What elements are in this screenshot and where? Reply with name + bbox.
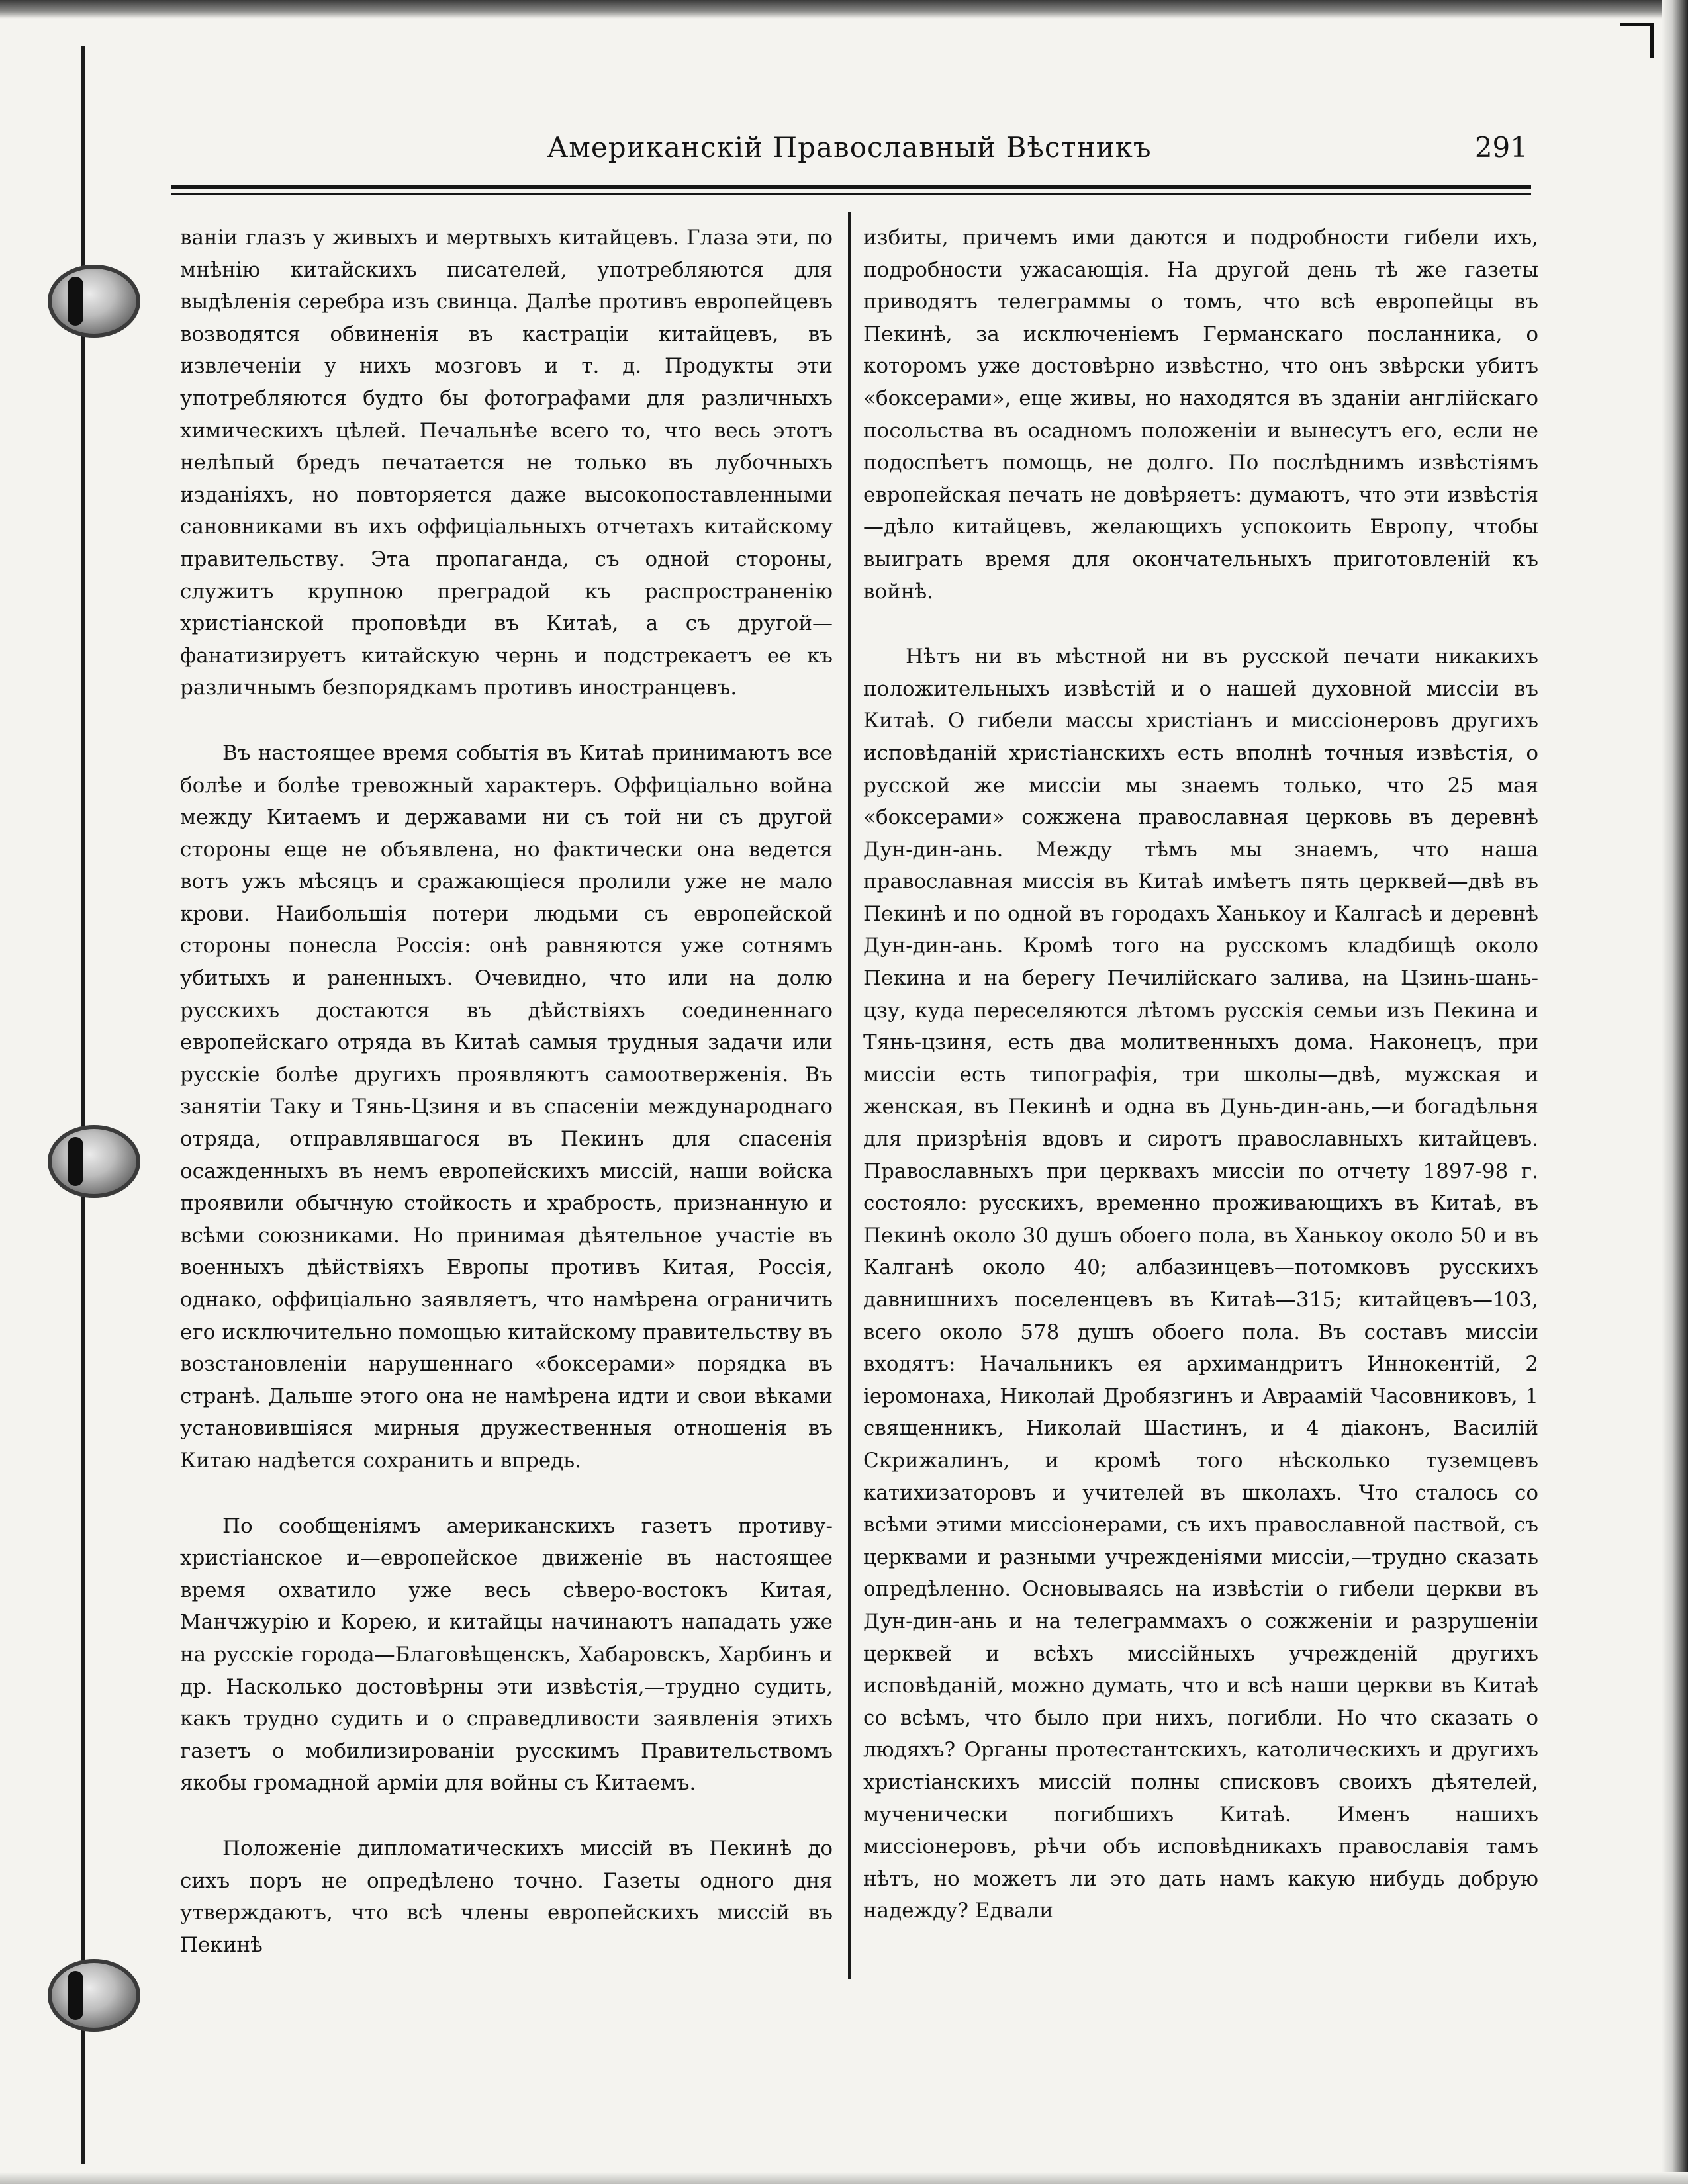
right-paragraph-1: избиты, причемъ ими даются и подробности гибели ихъ, подробности ужасающія. На другой день тѣ же газеты приводятъ телеграммы о томъ, что всѣ европейцы въ Пекинѣ, за исключеніемъ Германскаго посланника, о которомъ уже достовѣрно извѣстно, что онъ звѣрски убитъ «боксерами», еще живы, но находятся въ зданіи англійскаго посольства въ осадномъ положеніи и вынесутъ его, если не подоспѣетъ помощь, не долго. По послѣднимъ извѣстіямъ европейская печать не довѣряетъ: думаютъ, что эти извѣстія—дѣло китайцевъ, желающихъ успокоить Европу, чтобы выиграть время для окончательныхъ приготовленій къ войнѣ. [863, 226, 1538, 604]
scan-bottom-edge [0, 2172, 1688, 2184]
left-paragraph-4: Положеніе дипломатическихъ миссій въ Пекинѣ до сихъ поръ не опредѣлено точно. Газеты одного дня утверждаютъ, что всѣ члены европейскихъ миссій въ Пекинѣ [180, 1836, 833, 1957]
page-corner-mark [1620, 23, 1654, 58]
left-paragraph-1: ваніи глазъ у живыхъ и мертвыхъ китайцевъ. Глаза эти, по мнѣнію китайскихъ писателей, употребляются для выдѣленія серебра изъ свинца. Далѣе противъ европейцевъ возводятся обвиненія въ кастраціи китайцевъ, въ извлеченіи у нихъ мозговъ и т. д. Продукты эти употребляются будто бы фотографами для различныхъ химическихъ цѣлей. Печальнѣе всего то, что весь этотъ нелѣпый бредъ печатается не только въ лубочныхъ изданіяхъ, но повторяется даже высокопоставленными сановниками въ ихъ оффиціальныхъ отчетахъ китайскому правительству. Эта пропаганда, съ одной стороны, служитъ крупною преградой къ распространенію христіанской проповѣди въ Китаѣ, а съ другой—фанатизируетъ китайскую чернь и подстрекаетъ ее къ различнымъ безпорядкамъ противъ иностранцевъ. [180, 226, 833, 700]
running-title: Американскій Православный Вѣстникъ [547, 131, 1152, 163]
page-number: 291 [1474, 131, 1528, 163]
left-paragraph-3: По сообщеніямъ американскихъ газетъ противу-христіанское и—европейское движеніе въ настоящее время охватило уже весь сѣверо-востокъ Китая, Манчжурію и Корею, и китайцы начинаютъ нападать уже на русскіе города—Благовѣщенскъ, Хабаровскъ, Харбинъ и др. Насколько достовѣрны эти извѣстія,—трудно судить, какъ трудно судить и о справедливости заявленія этихъ газетъ о мобилизированіи русскимъ Правительствомъ якобы громадной арміи для войны съ Китаемъ. [180, 1514, 833, 1796]
binder-ring-bottom [48, 1959, 140, 2032]
right-column [863, 222, 1538, 1927]
left-paragraph-2: Въ настоящее время событія въ Китаѣ принимаютъ все болѣе и болѣе тревожный характеръ. Оффиціально война между Китаемъ и державами ни съ той ни съ другой стороны еще не объявлена, но фактически она ведется вотъ ужъ мѣсяцъ и сражающіеся пролили уже не мало крови. Наибольшія потери людьми съ европейской стороны понесла Россія: онѣ равняются уже сотнямъ убитыхъ и раненныхъ. Очевидно, что или на долю русскихъ достаются въ дѣйствіяхъ соединеннаго европейскаго отряда въ Китаѣ самыя трудныя задачи или русскіе болѣе другихъ проявляютъ самоотверженія. Въ занятіи Таку и Тянь-Цзиня и въ спасеніи международнаго отряда, отправлявшагося въ Пекинъ для спасенія осажденныхъ въ немъ европейскихъ миссій, наши войска проявили обычную стойкость и храбрость, признанную и всѣми союзниками. Но принимая дѣятельное участіе въ военныхъ дѣйствіяхъ Европы противъ Китая, Россія, однако, оффиціально заявляетъ, что намѣрена ограничить его исключительно помощью китайскому правительству въ возстановленіи нарушеннаго «боксерами» порядка въ странѣ. Дальше этого она не намѣрена идти и свои вѣками установившіяся мирныя дружественныя отношенія въ Китаю надѣется сохранить и впредь. [180, 741, 833, 1473]
header-rule-thick [171, 185, 1531, 189]
page-header [171, 131, 1528, 171]
scan-right-edge [1662, 0, 1688, 2184]
left-column [180, 222, 833, 1961]
scan-top-edge [0, 0, 1688, 19]
binder-ring-top [48, 265, 140, 338]
header-rule-thin [171, 193, 1531, 195]
binder-ring-middle [48, 1125, 140, 1198]
binder-margin-line [81, 46, 85, 2164]
right-paragraph-2: Нѣтъ ни въ мѣстной ни въ русской печати никакихъ положительныхъ извѣстій и о нашей духовной миссіи въ Китаѣ. О гибели массы христіанъ и миссіонеровъ другихъ исповѣданій христіанскихъ есть вполнѣ точныя извѣстія, о русской же миссіи мы знаемъ только, что 25 мая «боксерами» сожжена православная церковь въ деревнѣ Дун-дин-ань. Между тѣмъ мы знаемъ, что наша православная миссія въ Китаѣ имѣетъ пять церквей—двѣ въ Пекинѣ и по одной въ городахъ Ханькоу и Калгасѣ и деревнѣ Дун-дин-ань. Кромѣ того на русскомъ кладбищѣ около Пекина и на берегу Печилійскаго залива, на Цзинь-шань-цзу, куда переселяются лѣтомъ русскія семьи изъ Пекина и Тянь-цзиня, есть два молитвенныхъ дома. Наконецъ, при миссіи есть типографія, три школы—двѣ, мужская и женская, въ Пекинѣ и одна въ Дунь-дин-ань,—и богадѣльня для призрѣнія вдовъ и сиротъ православныхъ китайцевъ. Православныхъ при церквахъ миссіи по отчету 1897-98 г. состояло: русскихъ, временно проживающихъ въ Китаѣ, въ Пекинѣ около 30 душъ обоего пола, въ Ханькоу около 50 и въ Калганѣ около 40; албазинцевъ—потомковъ русскихъ давнишнихъ поселенцевъ въ Китаѣ—315; китайцевъ—103, всего около 578 душъ обоего пола. Въ составъ миссіи входятъ: Начальникъ ея архимандритъ Иннокентій, 2 іеромонаха, Николай Дробязгинъ и Авраамій Часовниковъ, 1 священникъ, Николай Шастинъ, и 4 діаконъ, Василій Скрижалинъ, и кромѣ того нѣсколько туземцевъ катихизаторовъ и учителей въ школахъ. Что сталось со всѣми этими миссіонерами, съ ихъ православной паствой, съ церквами и разными учрежденіями миссіи,—трудно сказать опредѣленно. Основываясь на извѣстіи о гибели церкви въ Дун-дин-ань и на телеграммахъ о сожженіи и разрушеніи церквей и всѣхъ миссійныхъ учрежденій другихъ исповѣданій, можно думать, что и всѣ наши церкви въ Китаѣ со всѣмъ, что было при нихъ, погибли. Но что сказать о людяхъ? Органы протестантскихъ, католическихъ и другихъ христіанскихъ миссій полны списковъ своихъ дѣятелей, мученически погибшихъ Китаѣ. Именъ нашихъ миссіонеровъ, рѣчи объ исповѣдникахъ православія тамъ нѣтъ, но можетъ ли это дать намъ какую нибудь добрую надежду? Едвали [863, 645, 1538, 1923]
column-divider [848, 212, 851, 1979]
